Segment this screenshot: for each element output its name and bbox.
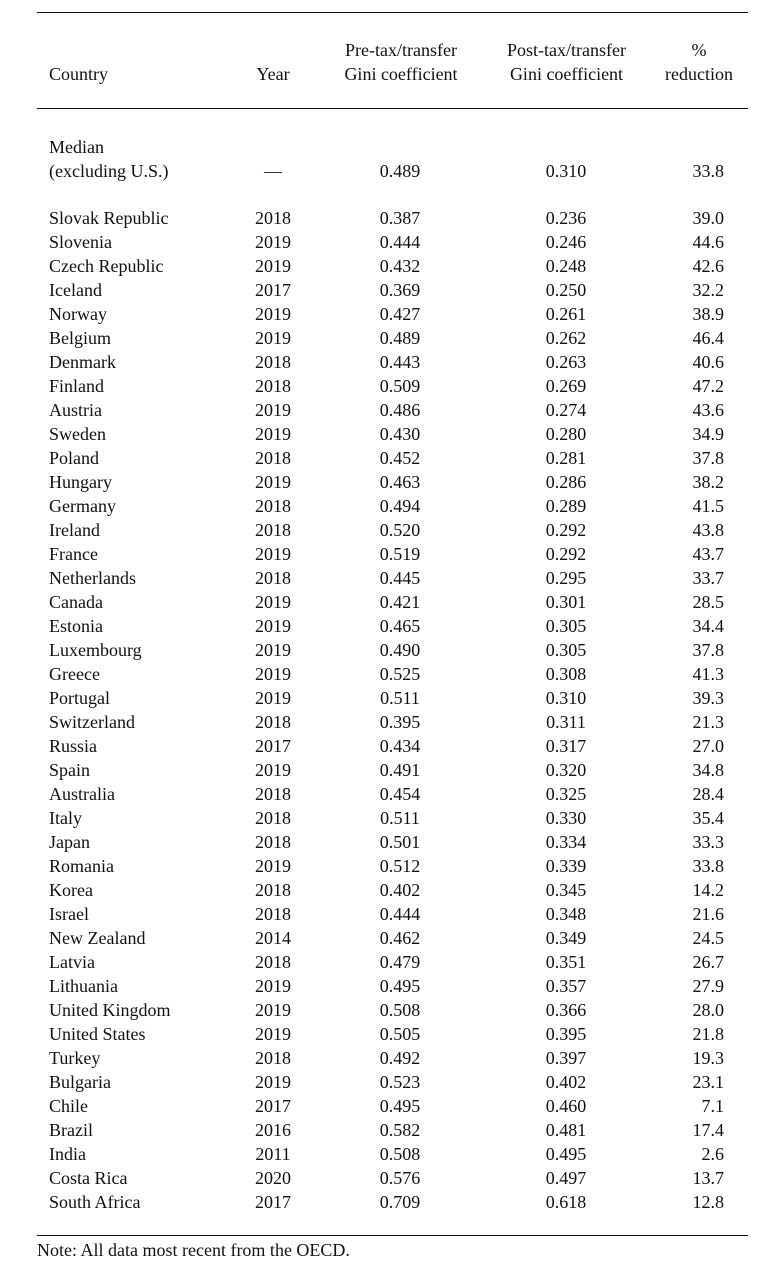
- header-post-tax-gini: [494, 38, 639, 86]
- cell-post: 0.292: [545, 520, 587, 540]
- cell-reduction: 34.4: [692, 616, 724, 636]
- cell-pre: 0.452: [379, 448, 421, 468]
- cell-year: 2019: [255, 688, 291, 708]
- table-row: [0, 1022, 780, 1046]
- table-row: [0, 974, 780, 998]
- cell-pre: 0.582: [379, 1120, 421, 1140]
- cell-year: 2019: [255, 592, 291, 612]
- cell-country: Hungary: [49, 472, 112, 492]
- cell-country: Costa Rica: [49, 1168, 128, 1188]
- cell-post: 0.305: [545, 640, 587, 660]
- cell-post: 0.263: [545, 352, 587, 372]
- table-row: [0, 494, 780, 518]
- cell-country: Switzerland: [49, 712, 135, 732]
- cell-post: 0.395: [545, 1024, 587, 1044]
- cell-post: 0.248: [545, 256, 587, 276]
- table-row: [0, 1046, 780, 1070]
- header-pre-tax-gini: [330, 38, 472, 86]
- table-row: [0, 734, 780, 758]
- cell-year: 2019: [255, 304, 291, 324]
- cell-post: 0.402: [545, 1072, 587, 1092]
- cell-post: 0.246: [545, 232, 587, 252]
- cell-country: Austria: [49, 400, 102, 420]
- median-row: [0, 135, 780, 183]
- cell-post: 0.497: [545, 1168, 587, 1188]
- header-reduction-line1: %: [691, 40, 707, 60]
- header-reduction-line2: reduction: [665, 64, 733, 84]
- table-row: [0, 326, 780, 350]
- cell-country: Canada: [49, 592, 103, 612]
- cell-post: 0.308: [545, 664, 587, 684]
- cell-country: Spain: [49, 760, 91, 780]
- table-row: [0, 446, 780, 470]
- cell-pre: 0.576: [379, 1168, 421, 1188]
- cell-country: Slovak Republic: [49, 208, 169, 228]
- cell-pre: 0.490: [379, 640, 421, 660]
- cell-post: 0.357: [545, 976, 587, 996]
- cell-post: 0.286: [545, 472, 587, 492]
- cell-pre: 0.494: [379, 496, 421, 516]
- cell-post: 0.317: [545, 736, 587, 756]
- cell-post: 0.339: [545, 856, 587, 876]
- cell-post: 0.397: [545, 1048, 587, 1068]
- cell-country: Norway: [49, 304, 107, 324]
- cell-post: 0.274: [545, 400, 587, 420]
- top-rule: [37, 12, 748, 13]
- table-row: [0, 830, 780, 854]
- cell-year: 2018: [255, 376, 291, 396]
- cell-post: 0.310: [545, 688, 587, 708]
- cell-reduction: 24.5: [692, 928, 724, 948]
- cell-country: Slovenia: [49, 232, 112, 252]
- table-row: [0, 1142, 780, 1166]
- table-row: [0, 710, 780, 734]
- cell-post: 0.460: [545, 1096, 587, 1116]
- cell-reduction: 28.5: [692, 592, 724, 612]
- cell-reduction: 28.0: [692, 1000, 724, 1020]
- cell-reduction: 35.4: [692, 808, 724, 828]
- cell-reduction: 33.8: [692, 856, 724, 876]
- cell-reduction: 21.3: [692, 712, 724, 732]
- cell-year: 2018: [255, 832, 291, 852]
- cell-year: 2019: [255, 664, 291, 684]
- cell-country: Lithuania: [49, 976, 118, 996]
- table-row: [0, 878, 780, 902]
- cell-year: 2020: [255, 1168, 291, 1188]
- cell-pre: 0.486: [379, 400, 421, 420]
- cell-reduction: 43.6: [692, 400, 724, 420]
- cell-reduction: 37.8: [692, 448, 724, 468]
- cell-post: 0.281: [545, 448, 587, 468]
- cell-post: 0.295: [545, 568, 587, 588]
- table-row: [0, 926, 780, 950]
- cell-post: 0.481: [545, 1120, 587, 1140]
- cell-year: 2019: [255, 1000, 291, 1020]
- cell-year: 2019: [255, 976, 291, 996]
- cell-year: 2019: [255, 616, 291, 636]
- cell-country: Netherlands: [49, 568, 136, 588]
- cell-country: Romania: [49, 856, 114, 876]
- cell-reduction: 43.8: [692, 520, 724, 540]
- cell-year: 2017: [255, 280, 291, 300]
- cell-country: Ireland: [49, 520, 100, 540]
- cell-post: 0.236: [545, 208, 587, 228]
- cell-year: 2018: [255, 784, 291, 804]
- cell-country: Iceland: [49, 280, 102, 300]
- cell-pre: 0.495: [379, 976, 421, 996]
- cell-reduction: 14.2: [692, 880, 724, 900]
- cell-reduction: 39.3: [692, 688, 724, 708]
- cell-year: 2019: [255, 760, 291, 780]
- table-note: Note: All data most recent from the OECD.: [37, 1240, 350, 1260]
- table-row: [0, 422, 780, 446]
- cell-year: 2018: [255, 352, 291, 372]
- cell-pre: 0.525: [379, 664, 421, 684]
- cell-reduction: 33.3: [692, 832, 724, 852]
- cell-reduction: 47.2: [692, 376, 724, 396]
- cell-reduction: 2.6: [701, 1144, 724, 1164]
- cell-country: France: [49, 544, 98, 564]
- cell-country: Germany: [49, 496, 116, 516]
- cell-post: 0.351: [545, 952, 587, 972]
- cell-country: Brazil: [49, 1120, 93, 1140]
- cell-reduction: 23.1: [692, 1072, 724, 1092]
- cell-reduction: 39.0: [692, 208, 724, 228]
- cell-country: Denmark: [49, 352, 116, 372]
- table-row: [0, 902, 780, 926]
- cell-pre: 0.430: [379, 424, 421, 444]
- cell-year: 2017: [255, 1192, 291, 1212]
- cell-year: 2016: [255, 1120, 291, 1140]
- table-row: [0, 590, 780, 614]
- cell-post: 0.292: [545, 544, 587, 564]
- cell-pre: 0.492: [379, 1048, 421, 1068]
- cell-pre: 0.427: [379, 304, 421, 324]
- cell-post: 0.320: [545, 760, 587, 780]
- cell-year: 2019: [255, 1024, 291, 1044]
- cell-year: 2019: [255, 472, 291, 492]
- median-reduction: 33.8: [692, 161, 724, 181]
- cell-reduction: 17.4: [692, 1120, 724, 1140]
- table-body: [0, 206, 780, 1214]
- cell-post: 0.301: [545, 592, 587, 612]
- table-row: [0, 398, 780, 422]
- cell-post: 0.261: [545, 304, 587, 324]
- cell-year: 2019: [255, 640, 291, 660]
- table-row: [0, 374, 780, 398]
- cell-post: 0.495: [545, 1144, 587, 1164]
- table-row: [0, 254, 780, 278]
- table-row: [0, 854, 780, 878]
- cell-pre: 0.505: [379, 1024, 421, 1044]
- header-post-line1: Post-tax/transfer: [507, 40, 626, 60]
- cell-country: Korea: [49, 880, 93, 900]
- cell-year: 2017: [255, 1096, 291, 1116]
- cell-country: Poland: [49, 448, 100, 468]
- cell-post: 0.280: [545, 424, 587, 444]
- cell-reduction: 34.8: [692, 760, 724, 780]
- cell-year: 2018: [255, 496, 291, 516]
- cell-post: 0.618: [545, 1192, 587, 1212]
- cell-year: 2017: [255, 736, 291, 756]
- table-row: [0, 998, 780, 1022]
- cell-pre: 0.432: [379, 256, 421, 276]
- cell-country: Greece: [49, 664, 100, 684]
- table-row: [0, 470, 780, 494]
- cell-pre: 0.465: [379, 616, 421, 636]
- table-row: [0, 638, 780, 662]
- cell-country: Finland: [49, 376, 105, 396]
- cell-post: 0.349: [545, 928, 587, 948]
- cell-reduction: 28.4: [692, 784, 724, 804]
- table-row: [0, 206, 780, 230]
- table-row: [0, 542, 780, 566]
- table-row: [0, 662, 780, 686]
- cell-country: Israel: [49, 904, 89, 924]
- header-rule: [37, 108, 748, 109]
- cell-pre: 0.495: [379, 1096, 421, 1116]
- cell-country: Belgium: [49, 328, 111, 348]
- cell-pre: 0.512: [379, 856, 421, 876]
- cell-pre: 0.454: [379, 784, 421, 804]
- cell-pre: 0.444: [379, 904, 421, 924]
- cell-pre: 0.508: [379, 1000, 421, 1020]
- table-row: [0, 1190, 780, 1214]
- cell-year: 2019: [255, 256, 291, 276]
- cell-post: 0.250: [545, 280, 587, 300]
- median-label-line2: (excluding U.S.): [49, 161, 169, 181]
- cell-reduction: 32.2: [692, 280, 724, 300]
- cell-post: 0.325: [545, 784, 587, 804]
- cell-reduction: 12.8: [692, 1192, 724, 1212]
- cell-reduction: 21.8: [692, 1024, 724, 1044]
- cell-country: Chile: [49, 1096, 88, 1116]
- table-row: [0, 1166, 780, 1190]
- cell-year: 2011: [255, 1144, 291, 1164]
- cell-year: 2018: [255, 952, 291, 972]
- cell-pre: 0.444: [379, 232, 421, 252]
- cell-pre: 0.387: [379, 208, 421, 228]
- cell-year: 2018: [255, 880, 291, 900]
- table-row: [0, 566, 780, 590]
- cell-year: 2019: [255, 856, 291, 876]
- cell-country: Czech Republic: [49, 256, 164, 276]
- cell-pre: 0.462: [379, 928, 421, 948]
- cell-year: 2019: [255, 328, 291, 348]
- cell-post: 0.366: [545, 1000, 587, 1020]
- cell-country: Bulgaria: [49, 1072, 111, 1092]
- table-row: [0, 302, 780, 326]
- header-pre-line1: Pre-tax/transfer: [345, 40, 457, 60]
- cell-reduction: 21.6: [692, 904, 724, 924]
- cell-year: 2018: [255, 712, 291, 732]
- cell-pre: 0.479: [379, 952, 421, 972]
- cell-country: South Africa: [49, 1192, 141, 1212]
- table-row: [0, 278, 780, 302]
- cell-reduction: 7.1: [701, 1096, 724, 1116]
- cell-reduction: 46.4: [692, 328, 724, 348]
- table-row: [0, 686, 780, 710]
- cell-country: Portugal: [49, 688, 110, 708]
- cell-reduction: 44.6: [692, 232, 724, 252]
- cell-year: 2019: [255, 1072, 291, 1092]
- cell-reduction: 34.9: [692, 424, 724, 444]
- table-row: [0, 1118, 780, 1142]
- cell-pre: 0.501: [379, 832, 421, 852]
- median-year: —: [264, 161, 282, 181]
- header-year: Year: [256, 64, 290, 84]
- cell-post: 0.345: [545, 880, 587, 900]
- table-row: [0, 950, 780, 974]
- cell-pre: 0.511: [380, 688, 420, 708]
- cell-reduction: 43.7: [692, 544, 724, 564]
- cell-country: Luxembourg: [49, 640, 142, 660]
- cell-year: 2019: [255, 424, 291, 444]
- cell-pre: 0.709: [379, 1192, 421, 1212]
- cell-pre: 0.489: [379, 328, 421, 348]
- median-pre: 0.489: [379, 161, 421, 181]
- cell-country: Estonia: [49, 616, 103, 636]
- table-row: [0, 518, 780, 542]
- cell-year: 2019: [255, 544, 291, 564]
- cell-pre: 0.445: [379, 568, 421, 588]
- cell-country: Japan: [49, 832, 90, 852]
- cell-post: 0.289: [545, 496, 587, 516]
- table-row: [0, 806, 780, 830]
- cell-year: 2019: [255, 400, 291, 420]
- cell-reduction: 13.7: [692, 1168, 724, 1188]
- cell-year: 2018: [255, 808, 291, 828]
- table-row: [0, 230, 780, 254]
- cell-reduction: 33.7: [692, 568, 724, 588]
- cell-year: 2018: [255, 904, 291, 924]
- header-percent-reduction: [655, 38, 743, 86]
- header-post-line2: Gini coefficient: [509, 64, 624, 84]
- cell-year: 2018: [255, 448, 291, 468]
- bottom-rule: [37, 1235, 748, 1236]
- cell-post: 0.334: [545, 832, 587, 852]
- table-row: [0, 350, 780, 374]
- table-row: [0, 614, 780, 638]
- cell-post: 0.330: [545, 808, 587, 828]
- cell-year: 2014: [255, 928, 291, 948]
- cell-reduction: 40.6: [692, 352, 724, 372]
- cell-pre: 0.511: [380, 808, 420, 828]
- cell-post: 0.348: [545, 904, 587, 924]
- cell-reduction: 38.9: [692, 304, 724, 324]
- cell-pre: 0.508: [379, 1144, 421, 1164]
- cell-country: Australia: [49, 784, 115, 804]
- cell-reduction: 41.3: [692, 664, 724, 684]
- cell-pre: 0.402: [379, 880, 421, 900]
- cell-pre: 0.523: [379, 1072, 421, 1092]
- cell-pre: 0.509: [379, 376, 421, 396]
- cell-pre: 0.434: [379, 736, 421, 756]
- cell-year: 2018: [255, 520, 291, 540]
- cell-post: 0.305: [545, 616, 587, 636]
- table-row: [0, 1094, 780, 1118]
- cell-country: Russia: [49, 736, 98, 756]
- cell-year: 2018: [255, 208, 291, 228]
- median-label-line1: Median: [49, 137, 104, 157]
- cell-pre: 0.520: [379, 520, 421, 540]
- table-row: [0, 1070, 780, 1094]
- median-post: 0.310: [545, 161, 587, 181]
- cell-reduction: 26.7: [692, 952, 724, 972]
- cell-pre: 0.395: [379, 712, 421, 732]
- cell-country: Turkey: [49, 1048, 101, 1068]
- header-country: Country: [49, 64, 109, 84]
- cell-pre: 0.491: [379, 760, 421, 780]
- cell-pre: 0.421: [379, 592, 421, 612]
- cell-pre: 0.463: [379, 472, 421, 492]
- table-row: [0, 758, 780, 782]
- cell-reduction: 27.0: [692, 736, 724, 756]
- cell-pre: 0.519: [379, 544, 421, 564]
- cell-country: United States: [49, 1024, 146, 1044]
- cell-reduction: 41.5: [692, 496, 724, 516]
- cell-post: 0.311: [546, 712, 586, 732]
- cell-year: 2018: [255, 568, 291, 588]
- cell-year: 2019: [255, 232, 291, 252]
- cell-reduction: 19.3: [692, 1048, 724, 1068]
- cell-country: Sweden: [49, 424, 106, 444]
- cell-reduction: 37.8: [692, 640, 724, 660]
- cell-country: New Zealand: [49, 928, 146, 948]
- cell-country: United Kingdom: [49, 1000, 171, 1020]
- cell-country: India: [49, 1144, 86, 1164]
- cell-post: 0.269: [545, 376, 587, 396]
- cell-reduction: 42.6: [692, 256, 724, 276]
- table-row: [0, 782, 780, 806]
- cell-pre: 0.369: [379, 280, 421, 300]
- header-pre-line2: Gini coefficient: [344, 64, 458, 84]
- cell-year: 2018: [255, 1048, 291, 1068]
- cell-reduction: 27.9: [692, 976, 724, 996]
- cell-country: Latvia: [49, 952, 95, 972]
- cell-post: 0.262: [545, 328, 587, 348]
- cell-reduction: 38.2: [692, 472, 724, 492]
- cell-country: Italy: [49, 808, 82, 828]
- cell-pre: 0.443: [379, 352, 421, 372]
